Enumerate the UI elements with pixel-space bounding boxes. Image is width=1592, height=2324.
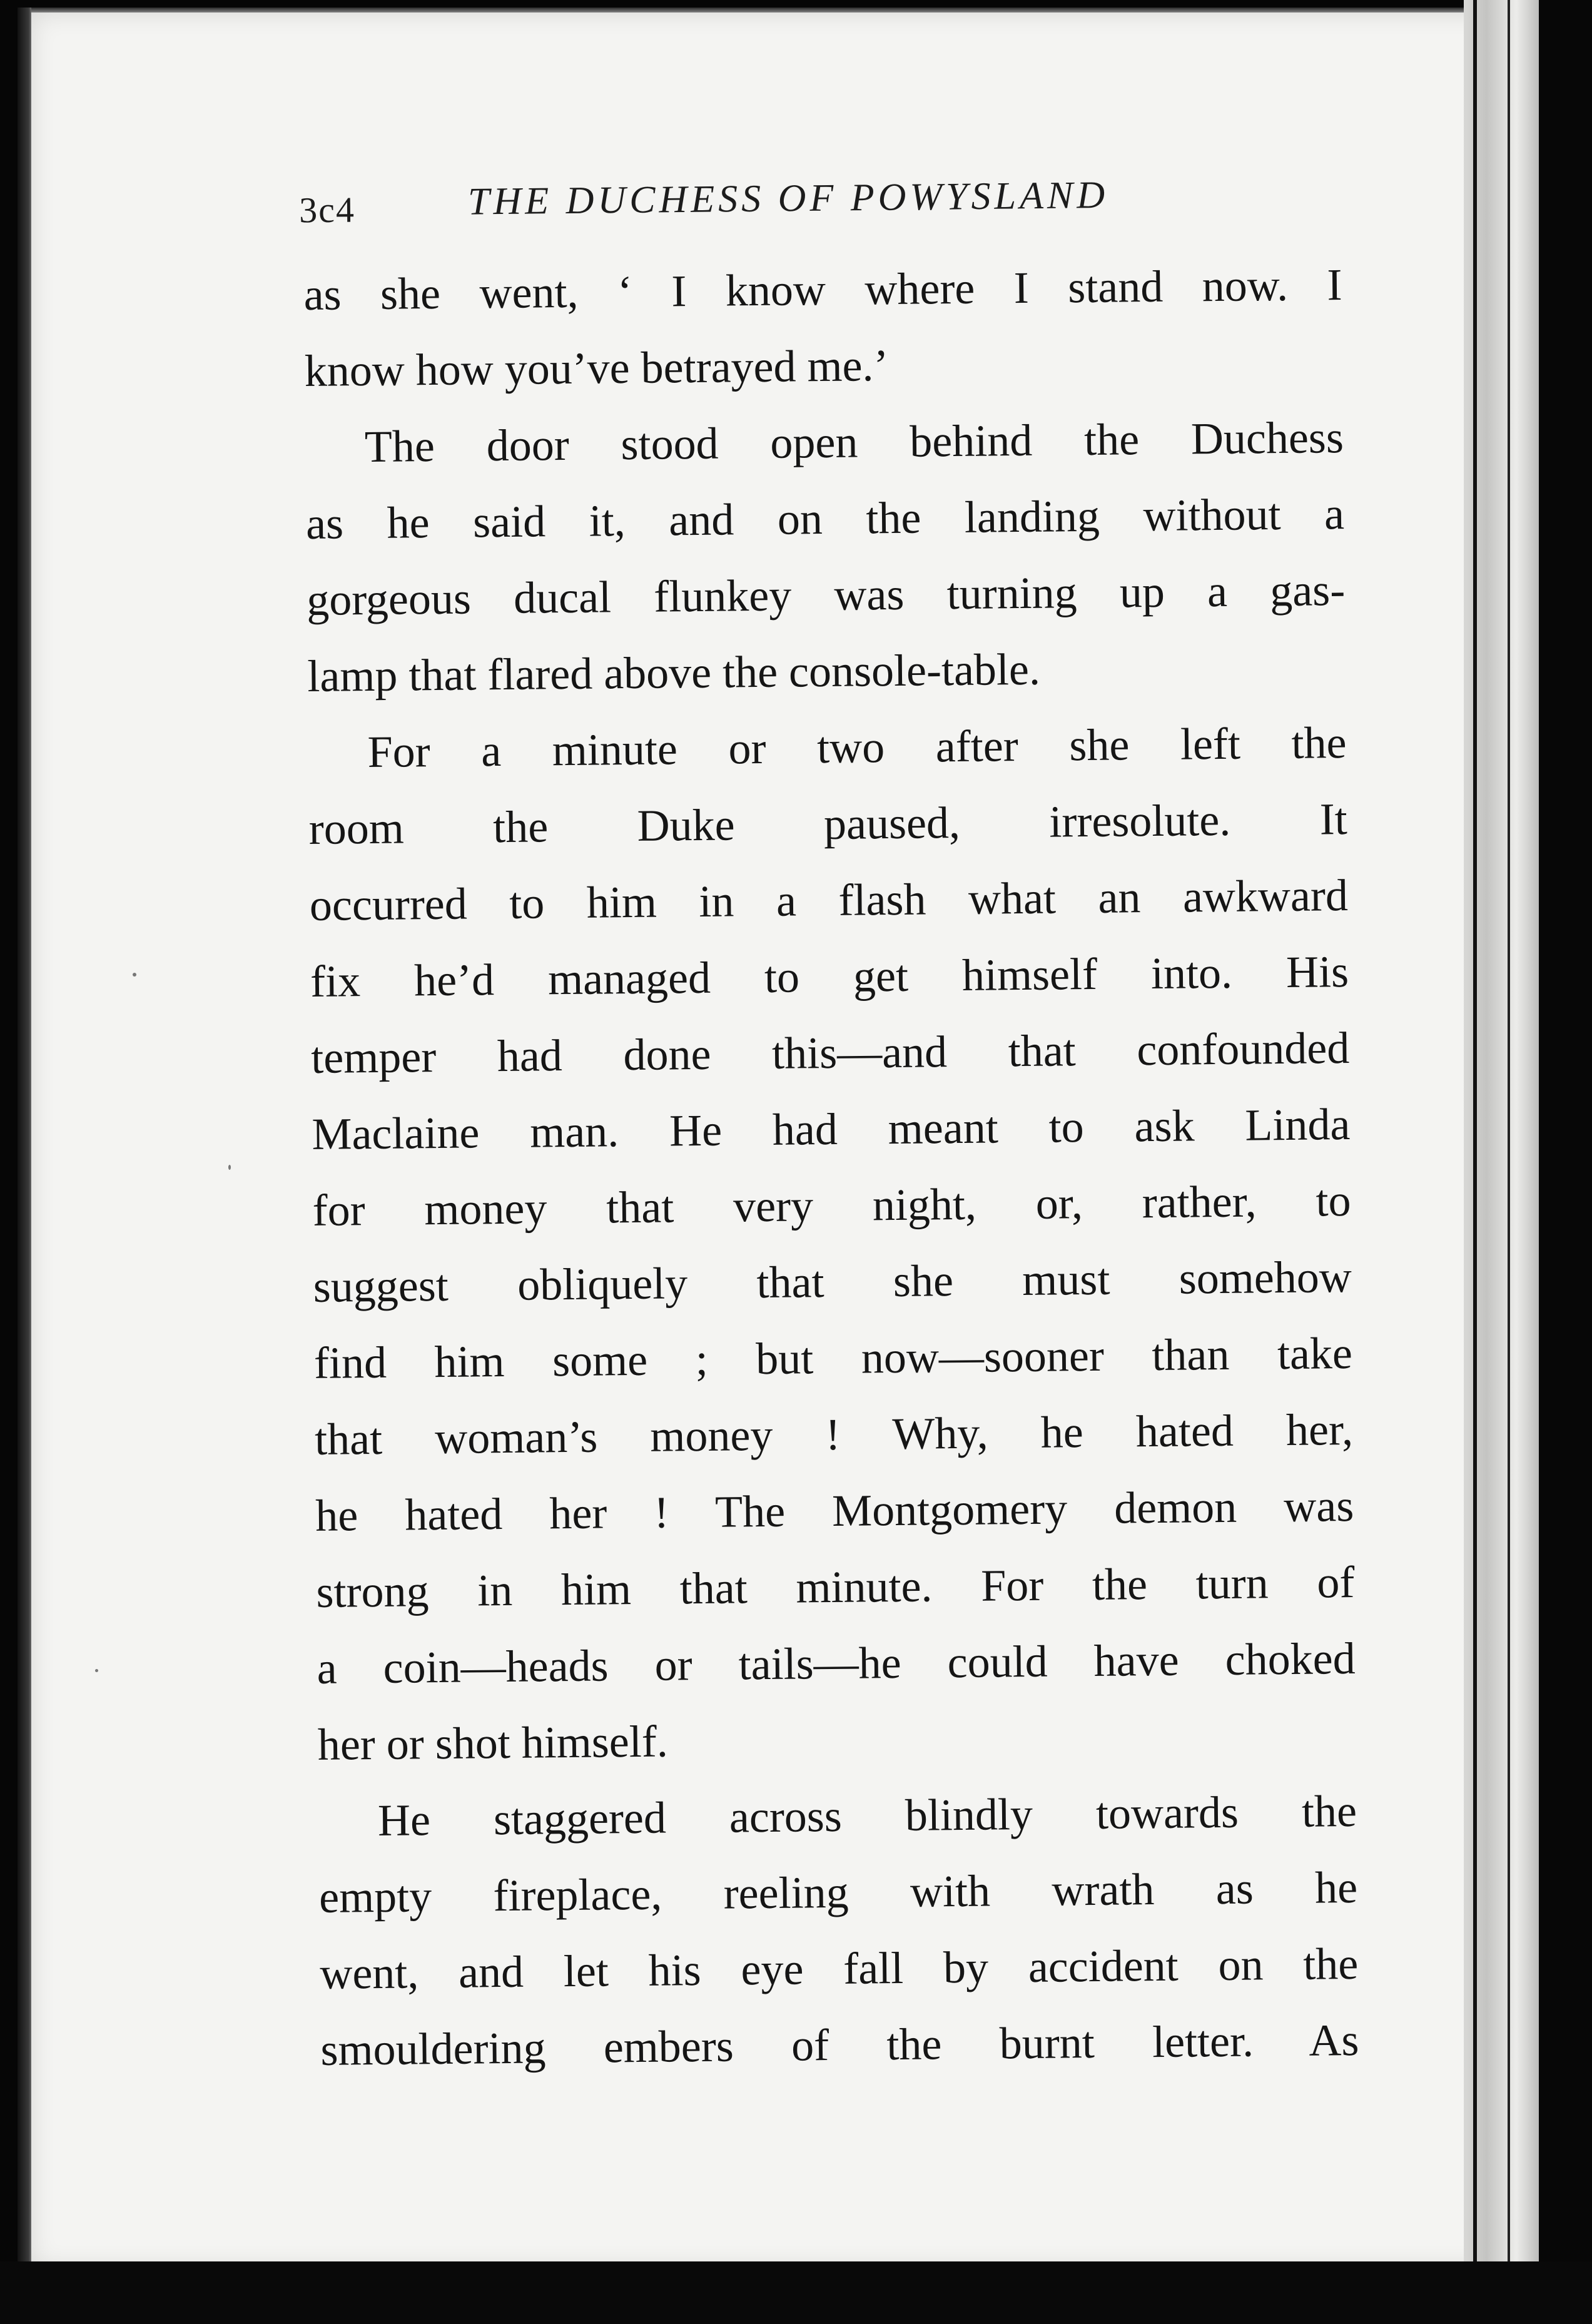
running-head: THE DUCHESS OF POWYSLAND (467, 173, 1109, 223)
text-line: lamp that flared above the console-table. (307, 644, 1041, 701)
paper-speck (95, 1669, 98, 1672)
text-line: fix he’d managed to get himself into. His (310, 946, 1349, 1007)
text-line: gorgeous ducal flunkey was turning up a gas- (306, 565, 1346, 625)
text-line: He staggered across blindly towards the (377, 1785, 1357, 1845)
page-number: 3c4 (298, 189, 356, 231)
text-line: strong in him that minute. For the turn of (316, 1556, 1355, 1617)
text-line: smouldering embers of the burnt letter. As (320, 2014, 1359, 2075)
text-line: as she went, ‘ I know where I stand now. I (303, 260, 1342, 320)
text-line: temper had done this—and that confounded (310, 1023, 1350, 1083)
text-line: for money that very night, or, rather, to (312, 1175, 1351, 1236)
text-line: her or shot himself. (317, 1716, 669, 1770)
text-line: suggest obliquely that she must somehow (313, 1251, 1352, 1312)
text-line: The door stood open behind the Duchess (364, 412, 1344, 472)
scan-background-right (1539, 0, 1592, 2324)
scan-background-bottom (0, 2261, 1592, 2324)
paper-speck (133, 973, 136, 977)
text-line: that woman’s money ! Why, he hated her, (314, 1404, 1354, 1464)
board-edge-line (1473, 0, 1477, 2324)
text-line: empty fireplace, reeling with wrath as he (318, 1862, 1358, 1922)
text-line: he hated her ! The Montgomery demon was (315, 1480, 1354, 1541)
text-line: a coin—heads or tails—he could have choked (317, 1633, 1356, 1693)
text-line: For a minute or two after she left the (367, 718, 1347, 778)
text-line: occurred to him in a flash what an awkward (309, 870, 1349, 930)
text-line: know how you’ve betrayed me.’ (304, 340, 889, 396)
board-edge-line (1508, 0, 1510, 2324)
text-line: as he said it, and on the landing without a (305, 489, 1345, 549)
text-line: Maclaine man. He had meant to ask Linda (312, 1099, 1351, 1159)
page-header (299, 168, 1188, 233)
body-text (303, 246, 1359, 2088)
text-line: find him some ; but now—sooner than take (313, 1327, 1353, 1388)
paper-speck (228, 1165, 231, 1170)
text-line: room the Duke paused, irresolute. It (308, 794, 1348, 854)
text-line: went, and let his eye fall by accident on the (319, 1938, 1359, 1999)
